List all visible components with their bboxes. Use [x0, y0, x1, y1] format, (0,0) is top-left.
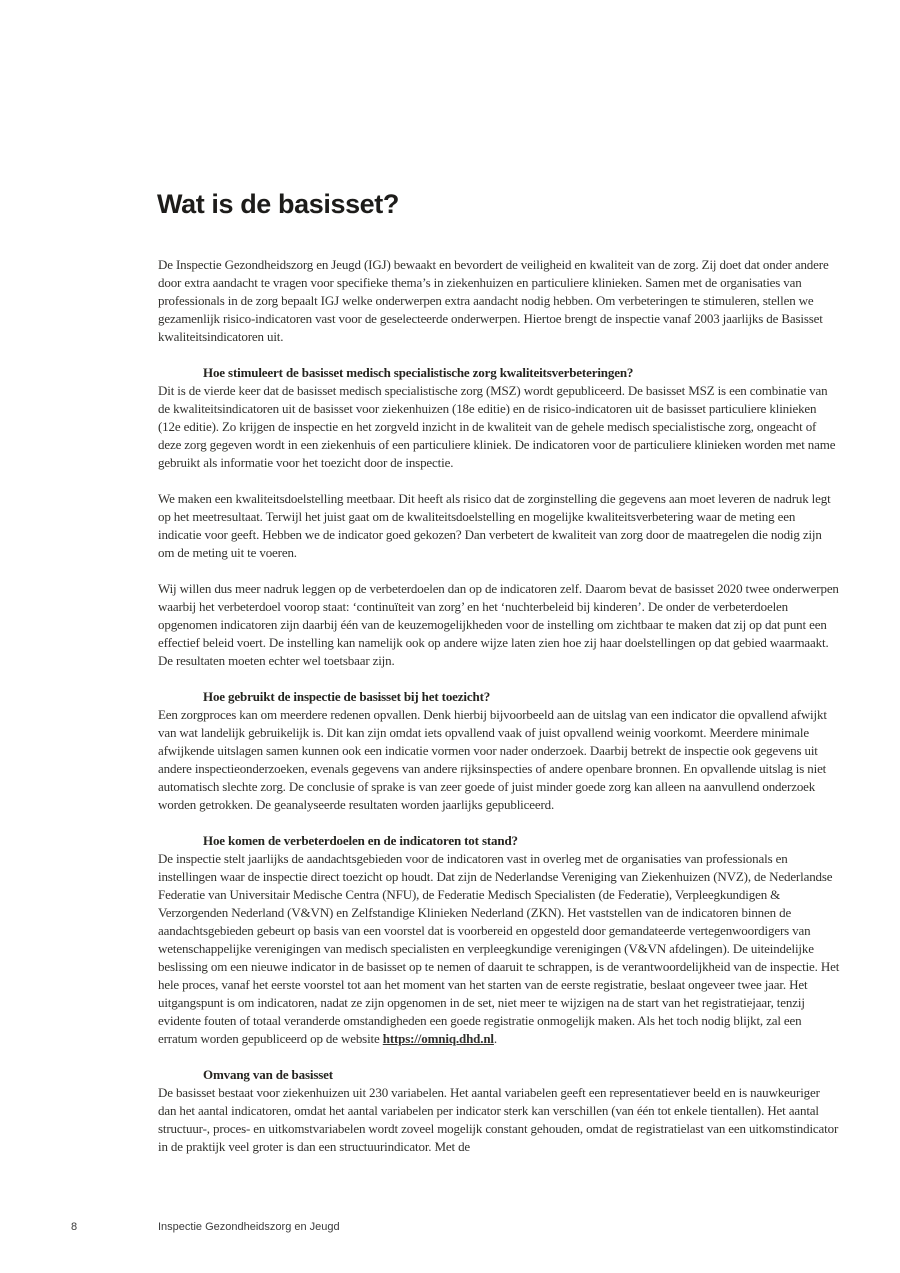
footer-organization: Inspectie Gezondheidszorg en Jeugd: [158, 1221, 340, 1233]
paragraph-intro: De Inspectie Gezondheidszorg en Jeugd (IGJ) bewaakt en bevordert de veiligheid en kwaliteit van de zorg. Zij doet dat onder andere door extra aandacht te vragen voor specifieke thema’s in ziekenhuizen en particuliere klinieken. Samen met de organisaties van professionals in de zorg bepaalt IGJ welke onderwerpen extra aandacht nodig hebben. Om verbeteringen te stimuleren, stellen we gezamenlijk risico-indicatoren vast voor de geselecteerde onderwerpen. Hiertoe brengt de inspectie vanaf 2003 jaarlijks de Basisset kwaliteitsindicatoren uit.: [158, 257, 829, 344]
page-number: 8: [71, 1221, 78, 1233]
section-heading-totstand: Hoe komen de verbeterdoelen en de indicatoren tot stand?: [203, 833, 518, 848]
omniq-website-link[interactable]: https://omniq.dhd.nl: [382, 1031, 494, 1046]
paragraph-toezicht-1: Een zorgproces kan om meerdere redenen opvallen. Denk hierbij bijvoorbeeld aan de uitslag van een indicator die opvallend afwijkt van wat landelijk gebruikelijk is. Dit kan zijn omdat iets opvallend vaak of juist opvallend weinig voorkomt. Meerdere minimale afwijkende uitslagen samen kunnen ook een indicatie vormen voor nader onderzoek. Daarbij betrekt de inspectie ook gegevens uit andere inspectieonderzoeken, evenals gegevens van andere rijksinspecties of andere openbare bronnen. En opvallende uitslag is niet automatisch slechte zorg. De conclusie of sprake is van zeer goede of juist minder goede zorg kan alleen na aanvullend onderzoek worden getrokken. De geanalyseerde resultaten worden jaarlijks gepubliceerd.: [158, 707, 827, 812]
document-body: [158, 256, 841, 1218]
section-heading-toezicht: Hoe gebruikt de inspectie de basisset bij het toezicht?: [203, 689, 491, 704]
section-heading-stimuleert: Hoe stimuleert de basisset medisch specialistische zorg kwaliteitsverbeteringen?: [203, 365, 634, 380]
page-footer: [0, 1221, 900, 1241]
section-heading-omvang: Omvang van de basisset: [203, 1067, 333, 1082]
paragraph-totstand-1: [158, 850, 841, 1048]
page-title: Wat is de basisset?: [157, 189, 399, 219]
paragraph-stimuleert-1: Dit is de vierde keer dat de basisset medisch specialistische zorg (MSZ) wordt gepubliceerd. De basisset MSZ is een combinatie van de kwaliteitsindicatoren uit de basisset voor ziekenhuizen (18e editie) en de risico-indicatoren uit de basisset particuliere klinieken (12e editie). Zo krijgen de inspectie en het zorgveld inzicht in de kwaliteit van de gehele medisch specialistische zorg, ongeacht of deze zorg gegeven wordt in een ziekenhuis of een particuliere kliniek. De indicatoren voor de particuliere klinieken worden met name gebruikt als informatie voor het toezicht door de inspectie.: [158, 383, 836, 470]
paragraph-totstand-text-after-link: .: [493, 1031, 498, 1046]
paragraph-totstand-text-before-link: De inspectie stelt jaarlijks de aandachtsgebieden voor de indicatoren vast in overleg met de organisaties van professionals en instellingen waar de inspectie direct toezicht op houdt. Dat zijn de Nederlandse Vereniging van Ziekenhuizen (NVZ), de Nederlandse Federatie van Universitair Medische Centra (NFU), de Federatie Medisch Specialisten (de Federatie), Verpleegkundigen & Verzorgenden Nederland (V&VN) en Zelfstandige Klinieken Nederland (ZKN). Het vaststellen van de indicatoren binnen de aandachtsgebieden gebeurt op basis van een voorstel dat is voorbereid en opgesteld door gemandateerde vertegenwoordigers van wetenschappelijke verenigingen van medisch specialisten en verpleegkundige verenigingen (V&VN afdelingen). De uiteindelijke beslissing om een nieuwe indicator in de basisset op te nemen of daaruit te schrappen, is de verantwoordelijkheid van de inspectie. Het hele proces, vanaf het eerste voorstel tot aan het moment van het starten van de eerste registratie, beslaat ongeveer twee jaar. Het uitgangspunt is om indicatoren, nadat ze zijn opgenomen in de set, niet meer te wijzigen na de start van het registratiejaar, tenzij evidente fouten of totaal veranderde omstandigheden een goede registratie onmogelijk maken. Als het toch nodig blijkt, zal een erratum worden gepubliceerd op de website: [158, 851, 840, 1046]
paragraph-omvang-1: De basisset bestaat voor ziekenhuizen uit 230 variabelen. Het aantal variabelen geeft een representatiever beeld en is nauwkeuriger dan het aantal indicatoren, omdat het aantal variabelen per indicator sterk kan verschillen (van één tot enkele tientallen). Het aantal structuur-, proces- en uitkomstvariabelen wordt zoveel mogelijk constant gehouden, omdat de registratielast van een uitkomstindicator in de praktijk veel groter is dan een structuurindicator. Met de: [158, 1085, 839, 1154]
paragraph-stimuleert-2: We maken een kwaliteitsdoelstelling meetbaar. Dit heeft als risico dat de zorginstelling die gegevens aan moet leveren de nadruk legt op het meetresultaat. Terwijl het juist gaat om de kwaliteitsdoelstelling en mogelijke kwaliteitsverbetering waar de meting een indicatie voor geeft. Hebben we de indicator goed gekozen? Dan verbetert de kwaliteit van zorg door de maatregelen die nodig zijn om de meting uit te voeren.: [158, 491, 831, 560]
paragraph-stimuleert-3: Wij willen dus meer nadruk leggen op de verbeterdoelen dan op de indicatoren zelf. Daarom bevat de basisset 2020 twee onderwerpen waarbij het verbeterdoel voorop staat: ‘continuïteit van zorg’ en het ‘nuchterbeleid bij kinderen’. De onder de verbeterdoelen opgenomen indicatoren zijn daarbij één van de keuzemogelijkheden voor de instelling om zichtbaar te maken dat zij op dat punt een effectief beleid voert. De instelling kan namelijk ook op andere wijze laten zien hoe zij haar doelstellingen op dat gebied waarmaakt. De resultaten moeten echter wel toetsbaar zijn.: [158, 581, 839, 668]
